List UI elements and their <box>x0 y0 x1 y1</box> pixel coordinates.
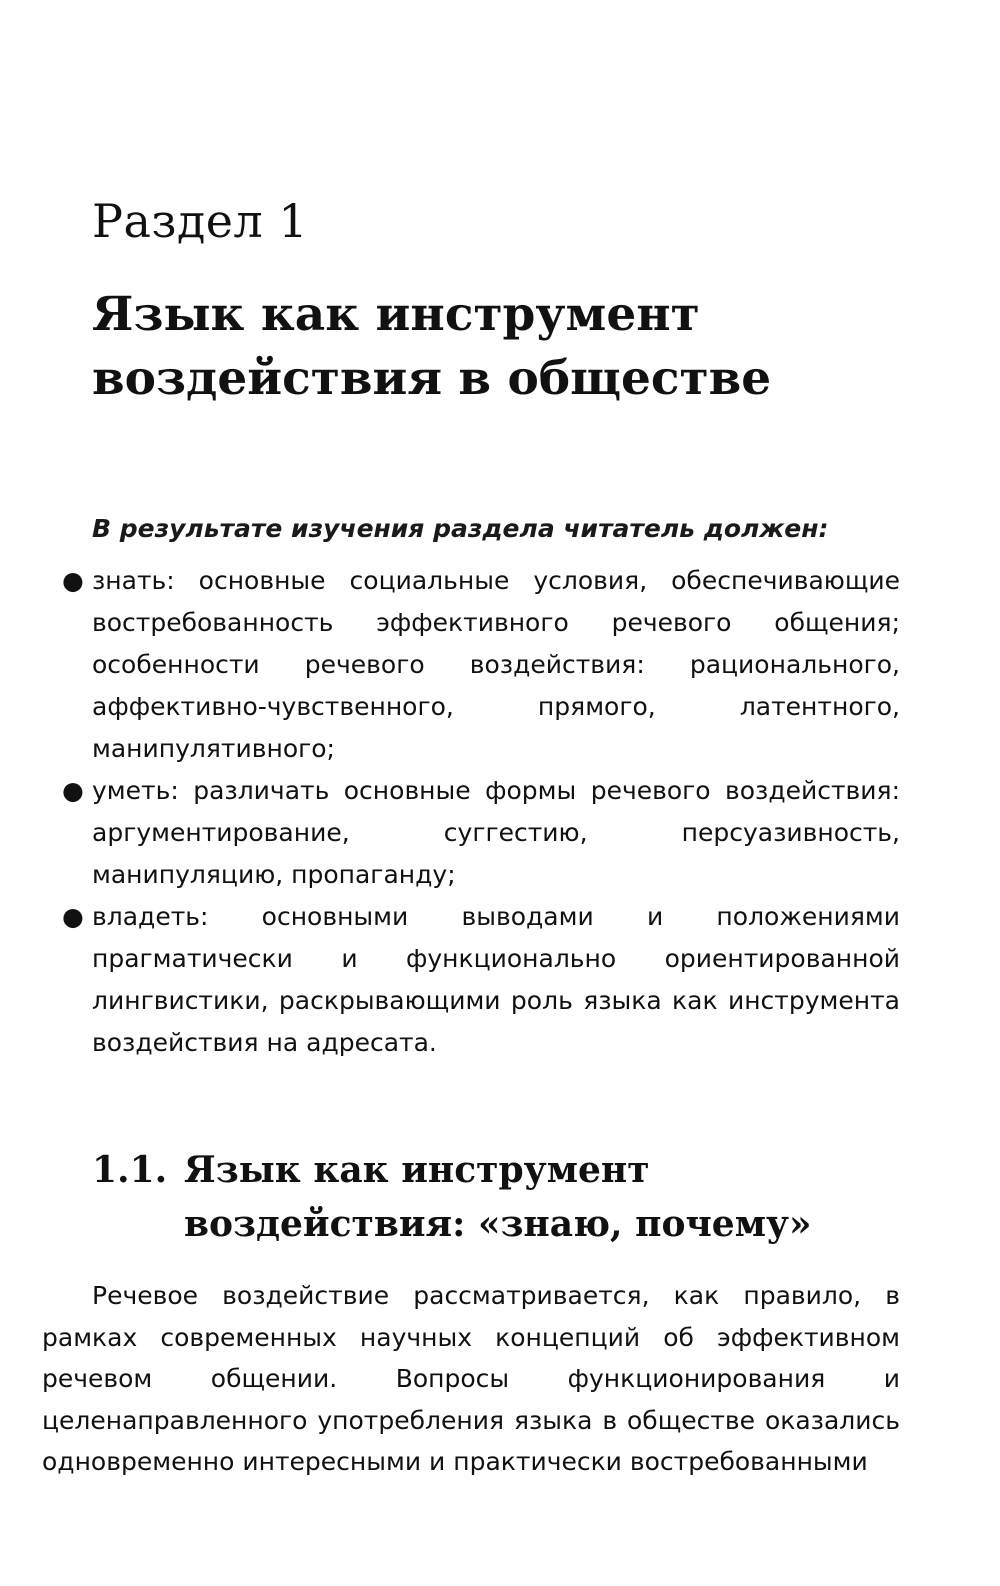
subsection-title-line: воздействия: «знаю, почему» <box>184 1203 812 1245</box>
chapter-title-line: Язык как инструмент <box>92 287 700 342</box>
list-item <box>62 770 900 896</box>
subsection-title <box>184 1143 952 1251</box>
learning-goals-lead: В результате изучения раздела читатель должен: <box>92 514 829 543</box>
learning-goals-list <box>62 560 900 1064</box>
goal-text: уметь: различать основные формы речевого воздействия: аргументирование, суггестию, персуазивность, манипуляцию, пропаганду; <box>92 776 900 889</box>
goal-text: владеть: основными выводами и положениями прагматически и функционально ориентированной лингвистики, раскрывающими роль языка как инструмента воздействия на адресата. <box>92 902 900 1057</box>
section-label: Раздел 1 <box>92 194 309 248</box>
bullet-icon: ● <box>62 902 84 931</box>
subsection-heading <box>92 1143 952 1251</box>
bullet-icon: ● <box>62 776 84 805</box>
chapter-title <box>92 283 952 411</box>
bullet-icon: ● <box>62 566 84 595</box>
list-item <box>62 896 900 1064</box>
list-item <box>62 560 900 770</box>
goal-text: знать: основные социальные условия, обеспечивающие востребованность эффективного речевого общения; особенности речевого воздействия: рационального, аффективно-чувственного, прямого, латентного, манипулятивного; <box>92 566 900 763</box>
subsection-title-line: Язык как инструмент <box>184 1149 650 1191</box>
chapter-title-line: воздействия в обществе <box>92 351 772 406</box>
body-paragraph: Речевое воздействие рассматривается, как правило, в рамках современных научных концепций об эффективном речевом общении. Вопросы функционирования и целенаправленного употребления языка в обществе оказались одновременно интересными и практически востребованными <box>42 1281 900 1476</box>
learning-goals <box>62 508 900 1064</box>
subsection-number: 1.1. <box>92 1149 168 1191</box>
